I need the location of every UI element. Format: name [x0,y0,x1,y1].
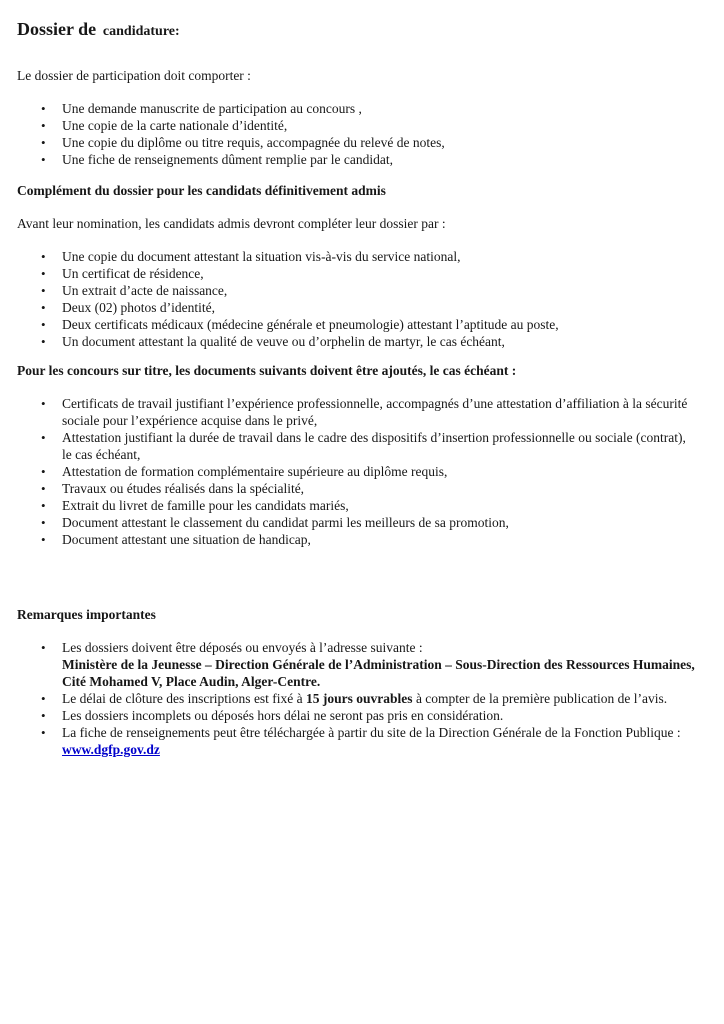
list-item [62,690,702,707]
list-item [62,429,702,463]
section-intro: Le dossier de participation doit comporter : [17,68,251,83]
list-item [62,248,702,265]
sections-container [17,67,702,758]
text-segment: Attestation justifiant la durée de travail dans le cadre des dispositifs d’insertion professionnelle ou sociale (contrat), le cas échéant, [62,430,686,462]
section [17,67,702,168]
text-segment: Ministère de la Jeunesse – Direction Générale de l’Administration – Sous-Direction des Ressources Humaines, [62,657,695,672]
section-intro: Avant leur nomination, les candidats admis devront compléter leur dossier par : [17,216,446,231]
section-heading: Remarques importantes [17,607,156,622]
text-segment: Deux (02) photos d’identité, [62,300,215,315]
text-segment: Une copie du document attestant la situation vis-à-vis du service national, [62,249,461,264]
list-item [62,724,702,758]
text-segment: Attestation de formation complémentaire supérieure au diplôme requis, [62,464,448,479]
text-segment: 15 jours ouvrables [306,691,413,706]
list-item [62,497,702,514]
bullet-list [17,395,702,548]
section [17,606,702,758]
bullet-list [17,639,702,758]
page-title [17,15,702,43]
list-item [62,282,702,299]
list-item [62,299,702,316]
list-item [62,265,702,282]
section [17,362,702,548]
text-segment: Une copie du diplôme ou titre requis, accompagnée du relevé de notes, [62,135,445,150]
text-segment: Extrait du livret de famille pour les candidats mariés, [62,498,349,513]
text-segment: Un document attestant la qualité de veuve ou d’orphelin de martyr, le cas échéant, [62,334,505,349]
list-item [62,117,702,134]
list-item [62,316,702,333]
list-item [62,531,702,548]
bullet-list [17,248,702,350]
page-title-main: Dossier de [17,19,97,39]
section-heading: Pour les concours sur titre, les documents suivants doivent être ajoutés, le cas échéant : [17,363,517,378]
text-segment: Travaux ou études réalisés dans la spécialité, [62,481,305,496]
text-segment: Deux certificats médicaux (médecine générale et pneumologie) attestant l’aptitude au poste, [62,317,559,332]
text-segment: Un certificat de résidence, [62,266,204,281]
text-segment: La fiche de renseignements peut être téléchargée à partir du site de la Direction Générale de la Fonction Publique : [62,725,681,740]
list-item [62,395,702,429]
text-segment: Une copie de la carte nationale d’identité, [62,118,288,133]
list-item [62,151,702,168]
text-segment: Le délai de clôture des inscriptions est fixé à [62,691,307,706]
text-segment: Un extrait d’acte de naissance, [62,283,228,298]
text-segment: Une demande manuscrite de participation au concours , [62,101,362,116]
list-item [62,514,702,531]
bullet-list [17,100,702,168]
text-segment: Les dossiers doivent être déposés ou envoyés à l’adresse suivante : [62,640,423,655]
section [17,182,702,350]
section-heading: Complément du dossier pour les candidats définitivement admis [17,183,386,198]
text-segment: à compter de la première publication de l’avis. [412,691,668,706]
list-item [62,100,702,117]
text-segment: Cité Mohamed V, Place Audin, Alger-Centre. [62,674,321,689]
text-segment: Document attestant le classement du candidat parmi les meilleurs de sa promotion, [62,515,509,530]
list-item [62,639,702,690]
text-segment: Les dossiers incomplets ou déposés hors délai ne seront pas pris en considération. [62,708,504,723]
list-item [62,134,702,151]
page-title-sub: candidature: [102,24,180,39]
list-item [62,480,702,497]
text-segment: Certificats de travail justifiant l’expérience professionnelle, accompagnés d’une attestation d’affiliation à la sécurité sociale pour l’expérience acquise dans le privé, [62,396,688,428]
text-segment: Document attestant une situation de handicap, [62,532,311,547]
list-item [62,333,702,350]
dgfp-link[interactable]: www.dgfp.gov.dz [62,742,160,757]
list-item [62,707,702,724]
list-item [62,463,702,480]
text-segment: Une fiche de renseignements dûment remplie par le candidat, [62,152,393,167]
